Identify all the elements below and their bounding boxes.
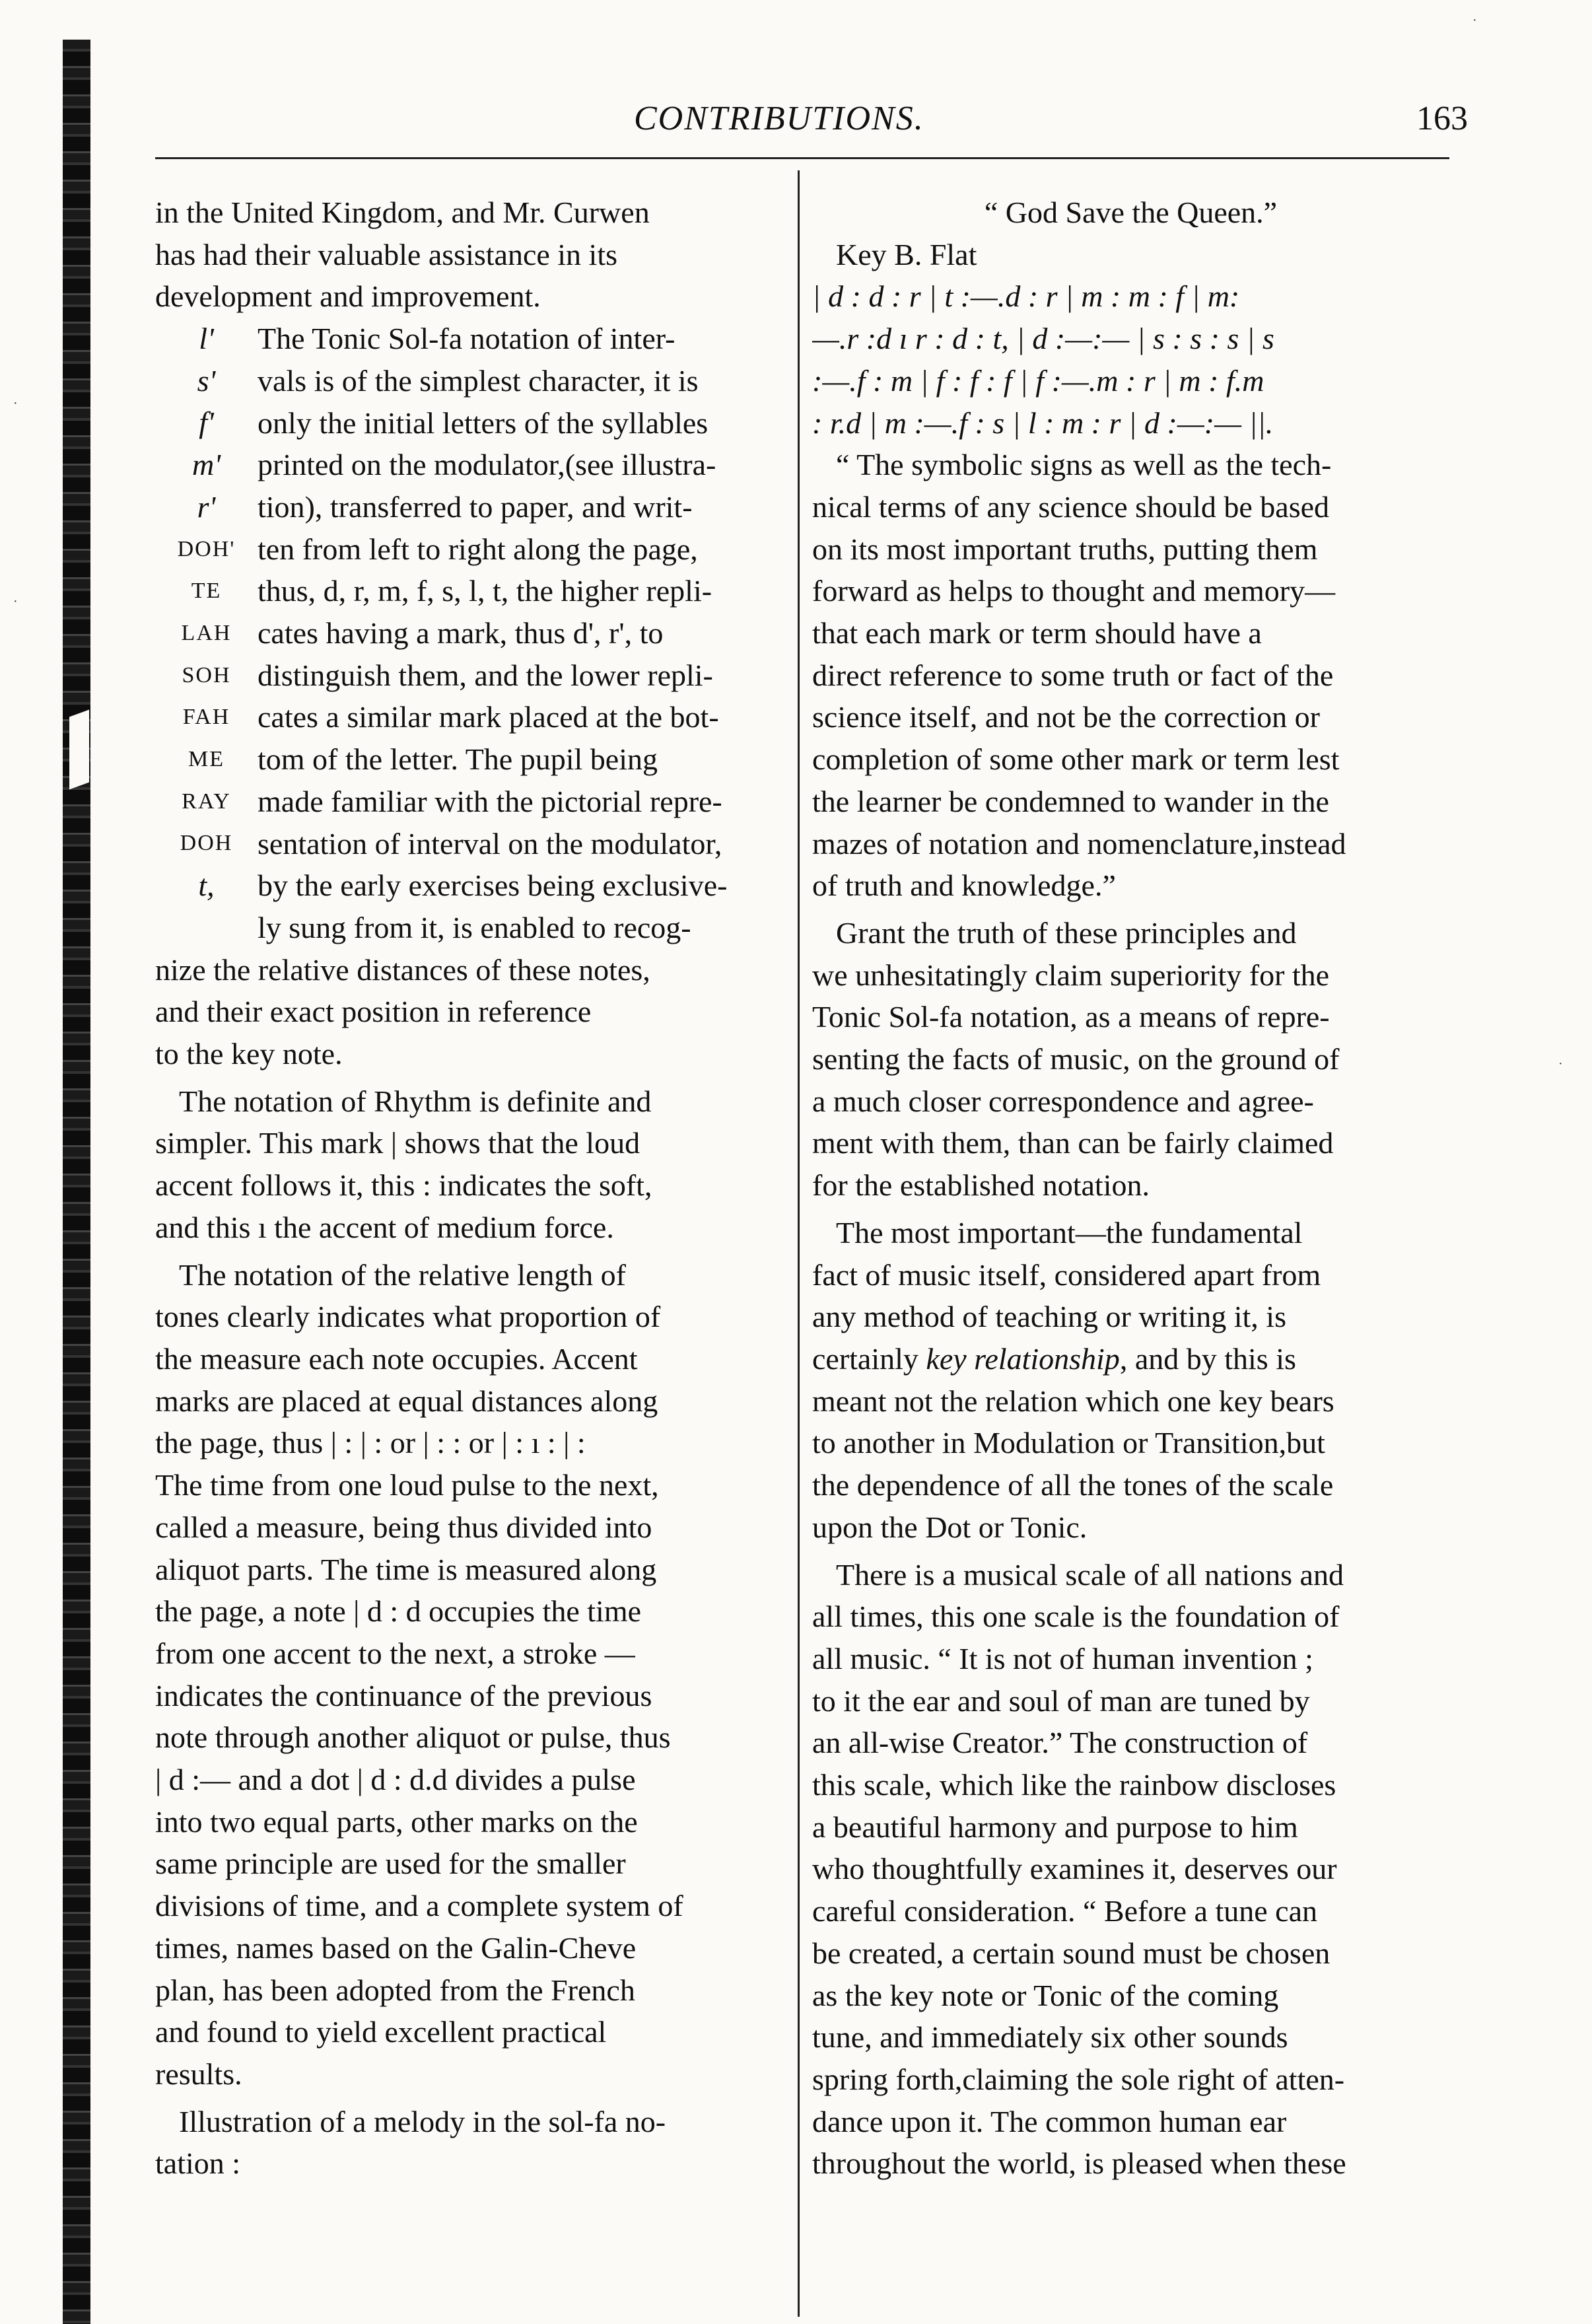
text-line: upon the Dot or Tonic. xyxy=(812,1510,1088,1544)
text-line: simpler. This mark | shows that the loud xyxy=(155,1126,640,1160)
notation-line: :—.f : m | f : f : f | f :—.m : r | m : f.m xyxy=(812,363,1264,398)
text-line: as the key note or Tonic of the coming xyxy=(812,1978,1279,2012)
text-line: in the United Kingdom, and Mr. Curwen xyxy=(155,195,650,229)
text-line: cates a similar mark placed at the bot- xyxy=(258,700,719,734)
text-line: The time from one loud pulse to the next, xyxy=(155,1468,659,1502)
text-line: “ The symbolic signs as well as the tech- xyxy=(836,448,1332,482)
text-line: for the established notation. xyxy=(812,1168,1150,1203)
modulator-label: l' xyxy=(199,322,214,356)
text-line: to another in Modulation or Transition,but xyxy=(812,1426,1325,1460)
text-line: aliquot parts. The time is measured along xyxy=(155,1552,657,1586)
text-line: we unhesitatingly claim superiority for the xyxy=(812,958,1330,992)
scan-speck: · xyxy=(13,594,18,609)
text-line: spring forth,claiming the sole right of atten- xyxy=(812,2062,1345,2096)
modulator-block xyxy=(155,318,786,907)
text-line: | d :— and a dot | d : d.d divides a pulse xyxy=(155,1763,636,1797)
text-line: made familiar with the pictorial repre- xyxy=(258,784,722,818)
page-number: 163 xyxy=(1416,100,1468,137)
text-line: ly sung from it, is enabled to recog- xyxy=(258,910,691,944)
emphasis-key-relationship: key relationship xyxy=(926,1341,1120,1376)
paragraph-musical-scale xyxy=(812,1554,1449,2185)
text-line: The notation of the relative length of xyxy=(179,1257,626,1292)
text-line: cates having a mark, thus d', r', to xyxy=(258,616,664,651)
text-line: has had their valuable assistance in its xyxy=(155,237,618,271)
text-line: plan, has been adopted from the French xyxy=(155,1973,635,2007)
text-line: vals is of the simplest character, it is xyxy=(258,363,699,398)
text-line: completion of some other mark or term lest xyxy=(812,742,1340,777)
modulator-label: TE xyxy=(191,579,222,604)
text-line: any method of teaching or writing it, is xyxy=(812,1300,1286,1334)
text-line: the page, a note | d : d occupies the time xyxy=(155,1594,642,1629)
text-line: sentation of interval on the modulator, xyxy=(258,826,722,861)
text-line: The most important—the fundamental xyxy=(836,1215,1303,1250)
text-line: results. xyxy=(155,2057,242,2091)
text-line xyxy=(812,1338,1449,1380)
text-line: direct reference to some truth or fact of the xyxy=(812,658,1334,692)
text-line: Tonic Sol-fa notation, as a means of repre- xyxy=(812,1000,1330,1034)
text-line: called a measure, being thus divided into xyxy=(155,1510,652,1544)
binding-notch xyxy=(69,710,89,790)
text-line: that each mark or term should have a xyxy=(812,616,1262,651)
text-line: accent follows it, this : indicates the soft, xyxy=(155,1168,652,1203)
modulator-label: f' xyxy=(199,405,214,440)
notation-line: —.r :d ı r : d : t, | d :—:— | s : s : s | s xyxy=(812,322,1274,356)
text-line: same principle are used for the smaller xyxy=(155,1847,626,1881)
text-line: Grant the truth of these principles and xyxy=(836,915,1297,950)
text-line: into two equal parts, other marks on the xyxy=(155,1804,638,1839)
paragraph-modulator-continued xyxy=(155,907,786,1075)
text-line: times, names based on the Galin-Cheve xyxy=(155,1930,637,1965)
text-line: development and improvement. xyxy=(155,279,541,314)
paragraph-key-relationship xyxy=(812,1212,1449,1549)
running-title: CONTRIBUTIONS. xyxy=(634,100,924,137)
header-rule xyxy=(155,157,1449,159)
text-line: printed on the modulator,(see illustra- xyxy=(258,448,716,482)
text-line: meant not the relation which one key bears xyxy=(812,1384,1334,1418)
text-line: of truth and knowledge.” xyxy=(812,868,1116,903)
text-line: divisions of time, and a complete system of xyxy=(155,1889,683,1923)
text-line: the learner be condemned to wander in the xyxy=(812,784,1329,818)
text-line: by the early exercises being exclusive- xyxy=(258,868,728,903)
modulator-label: s' xyxy=(197,363,216,398)
text-line: all music. “ It is not of human invention ; xyxy=(812,1641,1313,1675)
text-line: be created, a certain sound must be chosen xyxy=(812,1936,1331,1970)
modulator-label: DOH' xyxy=(177,536,236,561)
text-line: the dependence of all the tones of the scale xyxy=(812,1468,1334,1502)
modulator-label: ME xyxy=(188,746,225,771)
text-line: tones clearly indicates what proportion of xyxy=(155,1300,661,1334)
text-line: the page, thus | : | : or | : : or | : ı : | : xyxy=(155,1426,586,1460)
text-line: and found to yield excellent practical xyxy=(155,2015,607,2049)
scan-speck: · xyxy=(1472,13,1477,28)
song-title: “ God Save the Queen.” xyxy=(984,195,1278,229)
text-line: senting the facts of music, on the ground of xyxy=(812,1042,1340,1076)
paragraph-length xyxy=(155,1254,786,2095)
solfa-notation xyxy=(812,275,1449,444)
text-line: note through another aliquot or pulse, thus xyxy=(155,1720,671,1755)
paragraph-grant xyxy=(812,912,1449,1207)
text-line: on its most important truths, putting them xyxy=(812,532,1318,566)
text-line: an all-wise Creator.” The construction of xyxy=(812,1726,1308,1760)
text-line: The Tonic Sol-fa notation of inter- xyxy=(258,322,675,356)
scan-speck: · xyxy=(13,396,18,411)
text-line: throughout the world, is pleased when these xyxy=(812,2146,1346,2181)
text-line: and their exact position in reference xyxy=(155,995,592,1029)
paragraph-rhythm xyxy=(155,1080,786,1249)
text-line: a beautiful harmony and purpose to him xyxy=(812,1810,1298,1844)
text-line: tune, and immediately six other sounds xyxy=(812,2020,1288,2055)
text-line: ment with them, than can be fairly claimed xyxy=(812,1126,1334,1160)
notation-line: : r.d | m :—.f : s | l : m : r | d :—:— ||. xyxy=(812,405,1274,440)
text-line: the measure each note occupies. Accent xyxy=(155,1341,638,1376)
modulator-labels xyxy=(155,318,258,907)
text-line: tom of the letter. The pupil being xyxy=(258,742,658,777)
key-signature-line: Key B. Flat xyxy=(836,237,977,271)
notation-line: | d : d : r | t :—.d : r | m : m : f | m: xyxy=(812,279,1240,314)
text-line: nize the relative distances of these notes, xyxy=(155,952,650,987)
text-line: from one accent to the next, a stroke — xyxy=(155,1636,635,1670)
modulator-label: RAY xyxy=(182,789,231,814)
text-line: forward as helps to thought and memory— xyxy=(812,574,1336,608)
text-line: careful consideration. “ Before a tune can xyxy=(812,1894,1317,1928)
left-column xyxy=(155,192,786,2185)
text-line: who thoughtfully examines it, deserves our xyxy=(812,1852,1337,1886)
text-line: tation : xyxy=(155,2146,241,2181)
text-line: only the initial letters of the syllables xyxy=(258,405,709,440)
modulator-label: r' xyxy=(197,489,216,524)
right-column xyxy=(812,192,1449,2185)
text-line: marks are placed at equal distances along xyxy=(155,1384,658,1418)
paragraph-symbolic-signs xyxy=(812,444,1449,907)
modulator-label: t, xyxy=(198,868,215,903)
text-line: tion), transferred to paper, and writ- xyxy=(258,489,693,524)
book-binding-edge xyxy=(63,40,90,2324)
text-line: fact of music itself, considered apart from xyxy=(812,1257,1321,1292)
modulator-paragraph xyxy=(258,318,786,907)
text-line: to it the ear and soul of man are tuned by xyxy=(812,1683,1310,1718)
modulator-label: FAH xyxy=(182,705,230,730)
text-line: science itself, and not be the correction or xyxy=(812,700,1320,734)
text-run: , and by this is xyxy=(1119,1341,1296,1376)
paragraph-curwen xyxy=(155,192,786,318)
text-line: nical terms of any science should be based xyxy=(812,489,1330,524)
text-line: indicates the continuance of the previous xyxy=(155,1678,652,1712)
modulator-label: LAH xyxy=(181,620,232,645)
text-line: dance upon it. The common human ear xyxy=(812,2104,1287,2138)
text-line: all times, this one scale is the foundation of xyxy=(812,1600,1340,1634)
text-line: to the key note. xyxy=(155,1037,343,1071)
text-line: distinguish them, and the lower repli- xyxy=(258,658,713,692)
modulator-label: SOH xyxy=(182,662,231,687)
text-line: this scale, which like the rainbow discloses xyxy=(812,1768,1336,1802)
text-line: and this ı the accent of medium force. xyxy=(155,1210,614,1244)
modulator-label: m' xyxy=(191,448,221,482)
scan-speck: · xyxy=(1558,1057,1563,1071)
text-line: ten from left to right along the page, xyxy=(258,532,698,566)
text-line: mazes of notation and nomenclature,instead xyxy=(812,826,1346,861)
page-header xyxy=(0,99,1592,152)
paragraph-illustration xyxy=(155,2101,786,2185)
text-line: thus, d, r, m, f, s, l, t, the higher repli- xyxy=(258,574,712,608)
modulator-label: DOH xyxy=(180,831,233,856)
column-divider xyxy=(798,170,800,2317)
text-line: There is a musical scale of all nations and xyxy=(836,1557,1344,1592)
text-line: Illustration of a melody in the sol-fa no- xyxy=(179,2104,666,2138)
text-line: a much closer correspondence and agree- xyxy=(812,1084,1314,1118)
text-line: The notation of Rhythm is definite and xyxy=(179,1084,652,1118)
text-run: certainly xyxy=(812,1341,926,1376)
